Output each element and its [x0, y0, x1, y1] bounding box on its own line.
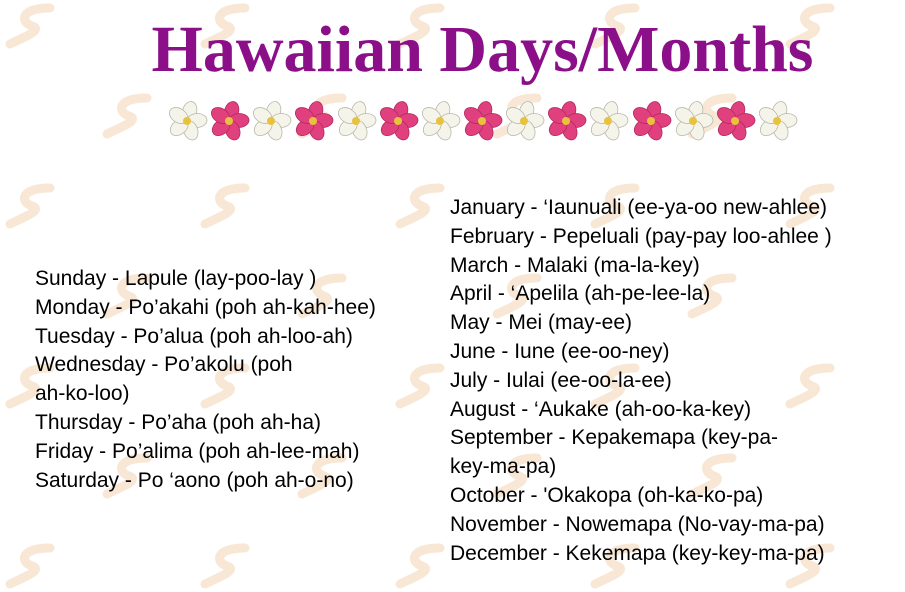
white-flower-icon — [250, 100, 292, 142]
months-list — [450, 194, 890, 568]
swirl-shape — [10, 188, 50, 224]
month-entry: July - Iulai (ee-oo-la-ee) — [450, 368, 672, 392]
white-flower-icon — [587, 100, 629, 142]
month-entry: October - 'Okakopa (oh-ka-ko-pa) — [450, 483, 764, 507]
pink-flower-icon — [461, 100, 503, 142]
month-entry: September - Kepakemapa (key-pa- — [450, 426, 778, 450]
month-entry: August - ‘Aukake (ah-oo-ka-key) — [450, 397, 752, 421]
month-entry: February - Pepeluali (pay-pay loo-ahlee ) — [450, 224, 832, 248]
day-entry: Monday - Po’akahi (poh ah-kah-hee) — [35, 295, 376, 319]
day-entry: Saturday - Po ‘aono (poh ah-o-no) — [35, 468, 354, 492]
day-entry: Sunday - Lapule (lay-poo-lay ) — [35, 267, 317, 290]
days-list — [35, 265, 435, 495]
pink-flower-icon — [292, 100, 334, 142]
white-flower-icon — [335, 100, 377, 142]
swirl-shape — [400, 548, 440, 584]
pink-flower-icon — [377, 100, 419, 142]
white-flower-icon — [756, 100, 798, 142]
swirl-shape — [107, 98, 147, 134]
day-entry: Tuesday - Po’alua (poh ah-loo-ah) — [35, 324, 353, 348]
month-entry: May - Mei (may-ee) — [450, 311, 633, 335]
flower-divider — [166, 98, 798, 144]
page-title: Hawaiian Days/Months — [151, 13, 814, 86]
pink-flower-icon — [208, 100, 250, 142]
month-entry: January - ‘Iaunuali (ee-ya-oo new-ahlee) — [450, 196, 828, 219]
swirl-shape — [205, 548, 245, 584]
swirl-shape — [10, 548, 50, 584]
month-entry: March - Malaki (ma-la-key) — [450, 253, 700, 277]
white-flower-icon — [419, 100, 461, 142]
month-entry: June - Iune (ee-oo-ney) — [450, 339, 670, 363]
white-flower-icon — [672, 100, 714, 142]
day-entry: ah-ko-loo) — [35, 382, 130, 406]
swirl-shape — [400, 188, 440, 224]
white-flower-icon — [503, 100, 545, 142]
pink-flower-icon — [545, 100, 587, 142]
month-entry: December - Kekemapa (key-key-ma-pa) — [450, 541, 825, 565]
day-entry: Thursday - Po’aha (poh ah-ha) — [35, 410, 321, 434]
swirl-shape — [205, 188, 245, 224]
pink-flower-icon — [714, 100, 756, 142]
day-entry: Friday - Po’alima (poh ah-lee-mah) — [35, 439, 360, 463]
white-flower-icon — [166, 100, 208, 142]
month-entry: November - Nowemapa (No-vay-ma-pa) — [450, 512, 825, 536]
pink-flower-icon — [630, 100, 672, 142]
day-entry: Wednesday - Po’akolu (poh — [35, 353, 293, 377]
month-entry: April - ‘Apelila (ah-pe-lee-la) — [450, 282, 711, 306]
month-entry: key-ma-pa) — [450, 455, 557, 479]
